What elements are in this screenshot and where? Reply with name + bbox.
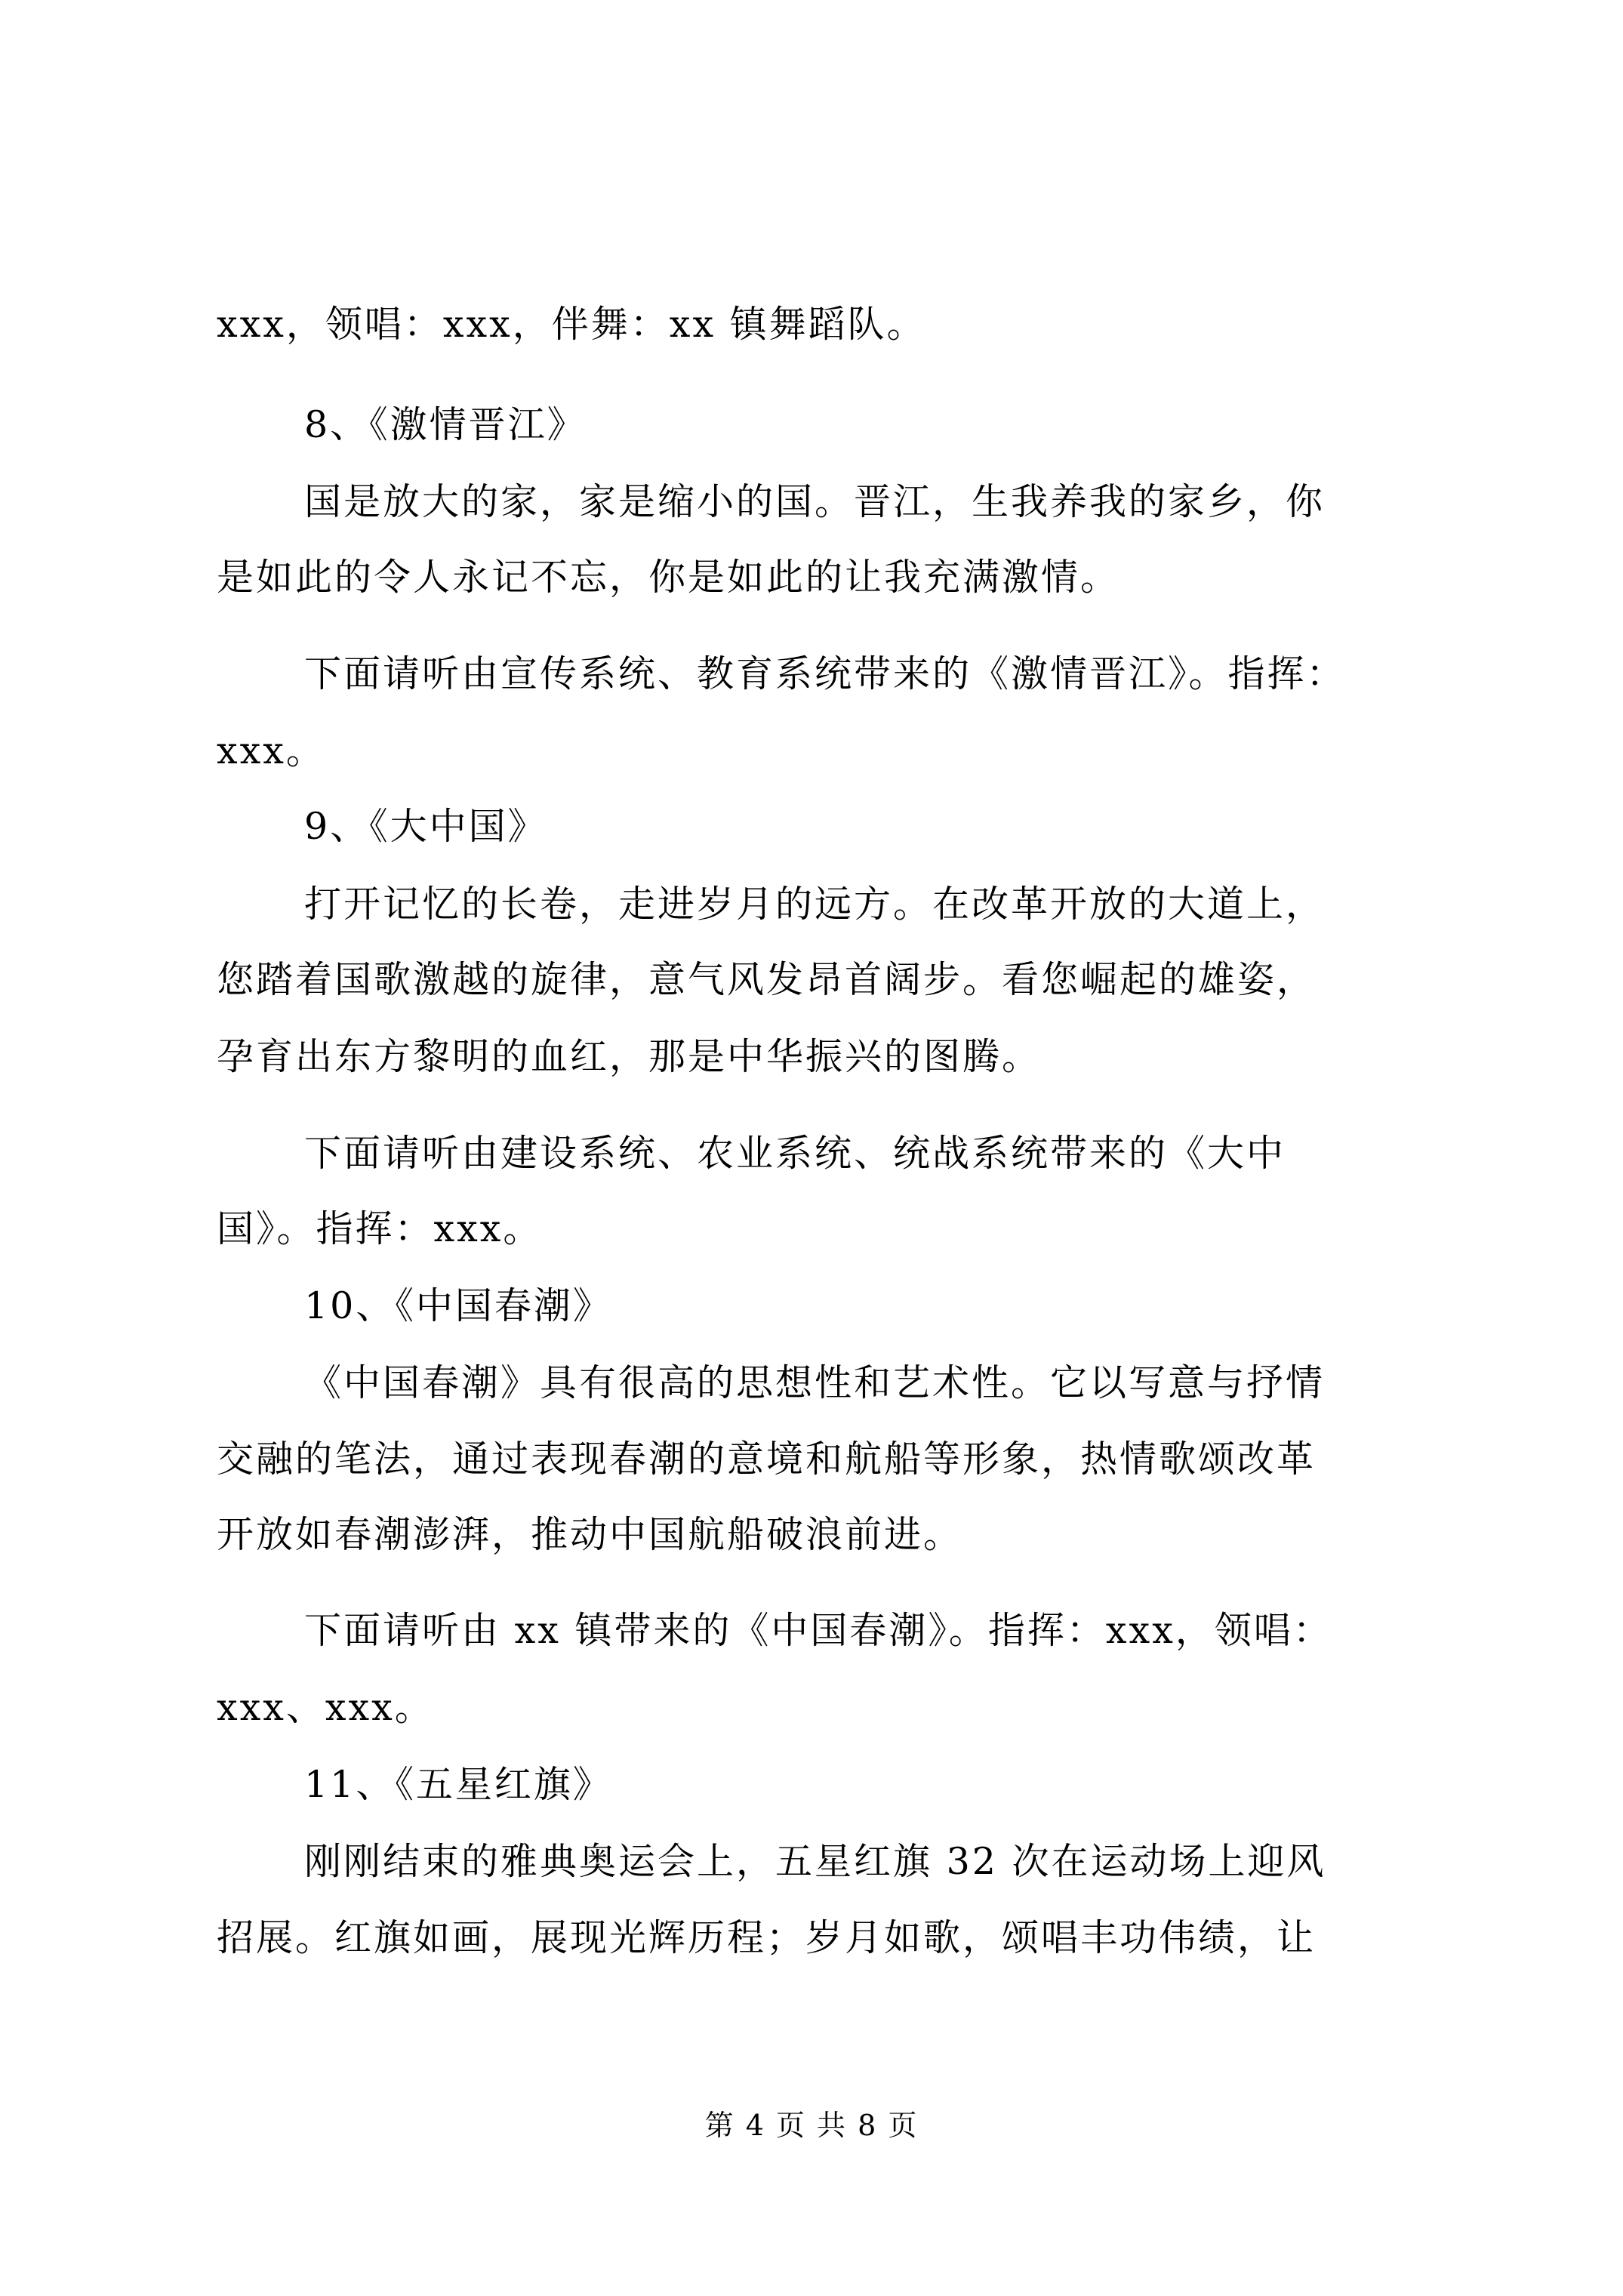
text-line: 下面请听由 xx 镇带来的《中国春潮》。指挥：xxx，领唱： — [304, 1609, 1332, 1652]
section-heading: 8、《激情晋江》 — [304, 403, 587, 446]
text-line: 国是放大的家，家是缩小的国。晋江，生我养我的家乡，你 — [304, 480, 1326, 523]
text-line: 开放如春潮澎湃，推动中国航船破浪前进。 — [217, 1513, 963, 1556]
text-line: 刚刚结束的雅典奥运会上，五星红旗 32 次在运动场上迎风 — [304, 1840, 1326, 1883]
section-heading: 11、《五星红旗》 — [304, 1763, 612, 1806]
text-line: xxx。 — [217, 729, 325, 772]
text-line: 打开记忆的长卷，走进岁月的远方。在改革开放的大道上， — [304, 883, 1326, 926]
text-line: xxx，领唱：xxx，伴舞：xx 镇舞蹈队。 — [217, 303, 926, 346]
text-line: 《中国春潮》具有很高的思想性和艺术性。它以写意与抒情 — [304, 1361, 1326, 1404]
text-line: 孕育出东方黎明的血红，那是中华振兴的图腾。 — [217, 1035, 1042, 1078]
page-footer: 第 4 页 共 8 页 — [704, 2109, 919, 2142]
section-heading: 10、《中国春潮》 — [304, 1284, 612, 1327]
section-heading: 9、《大中国》 — [304, 805, 547, 848]
text-line: xxx、xxx。 — [217, 1686, 434, 1729]
text-line: 下面请听由宣传系统、教育系统带来的《激情晋江》。指挥： — [304, 652, 1346, 695]
text-line: 下面请听由建设系统、农业系统、统战系统带来的《大中 — [304, 1132, 1286, 1175]
text-line: 招展。红旗如画，展现光辉历程；岁月如歌，颂唱丰功伟绩，让 — [217, 1916, 1317, 1959]
text-line: 交融的笔法，通过表现春潮的意境和航船等形象，热情歌颂改革 — [217, 1438, 1317, 1481]
text-line: 您踏着国歌激越的旋律，意气风发昂首阔步。看您崛起的雄姿， — [217, 958, 1317, 1001]
text-line: 国》。指挥：xxx。 — [217, 1207, 543, 1250]
text-line: 是如此的令人永记不忘，你是如此的让我充满激情。 — [217, 556, 1120, 599]
